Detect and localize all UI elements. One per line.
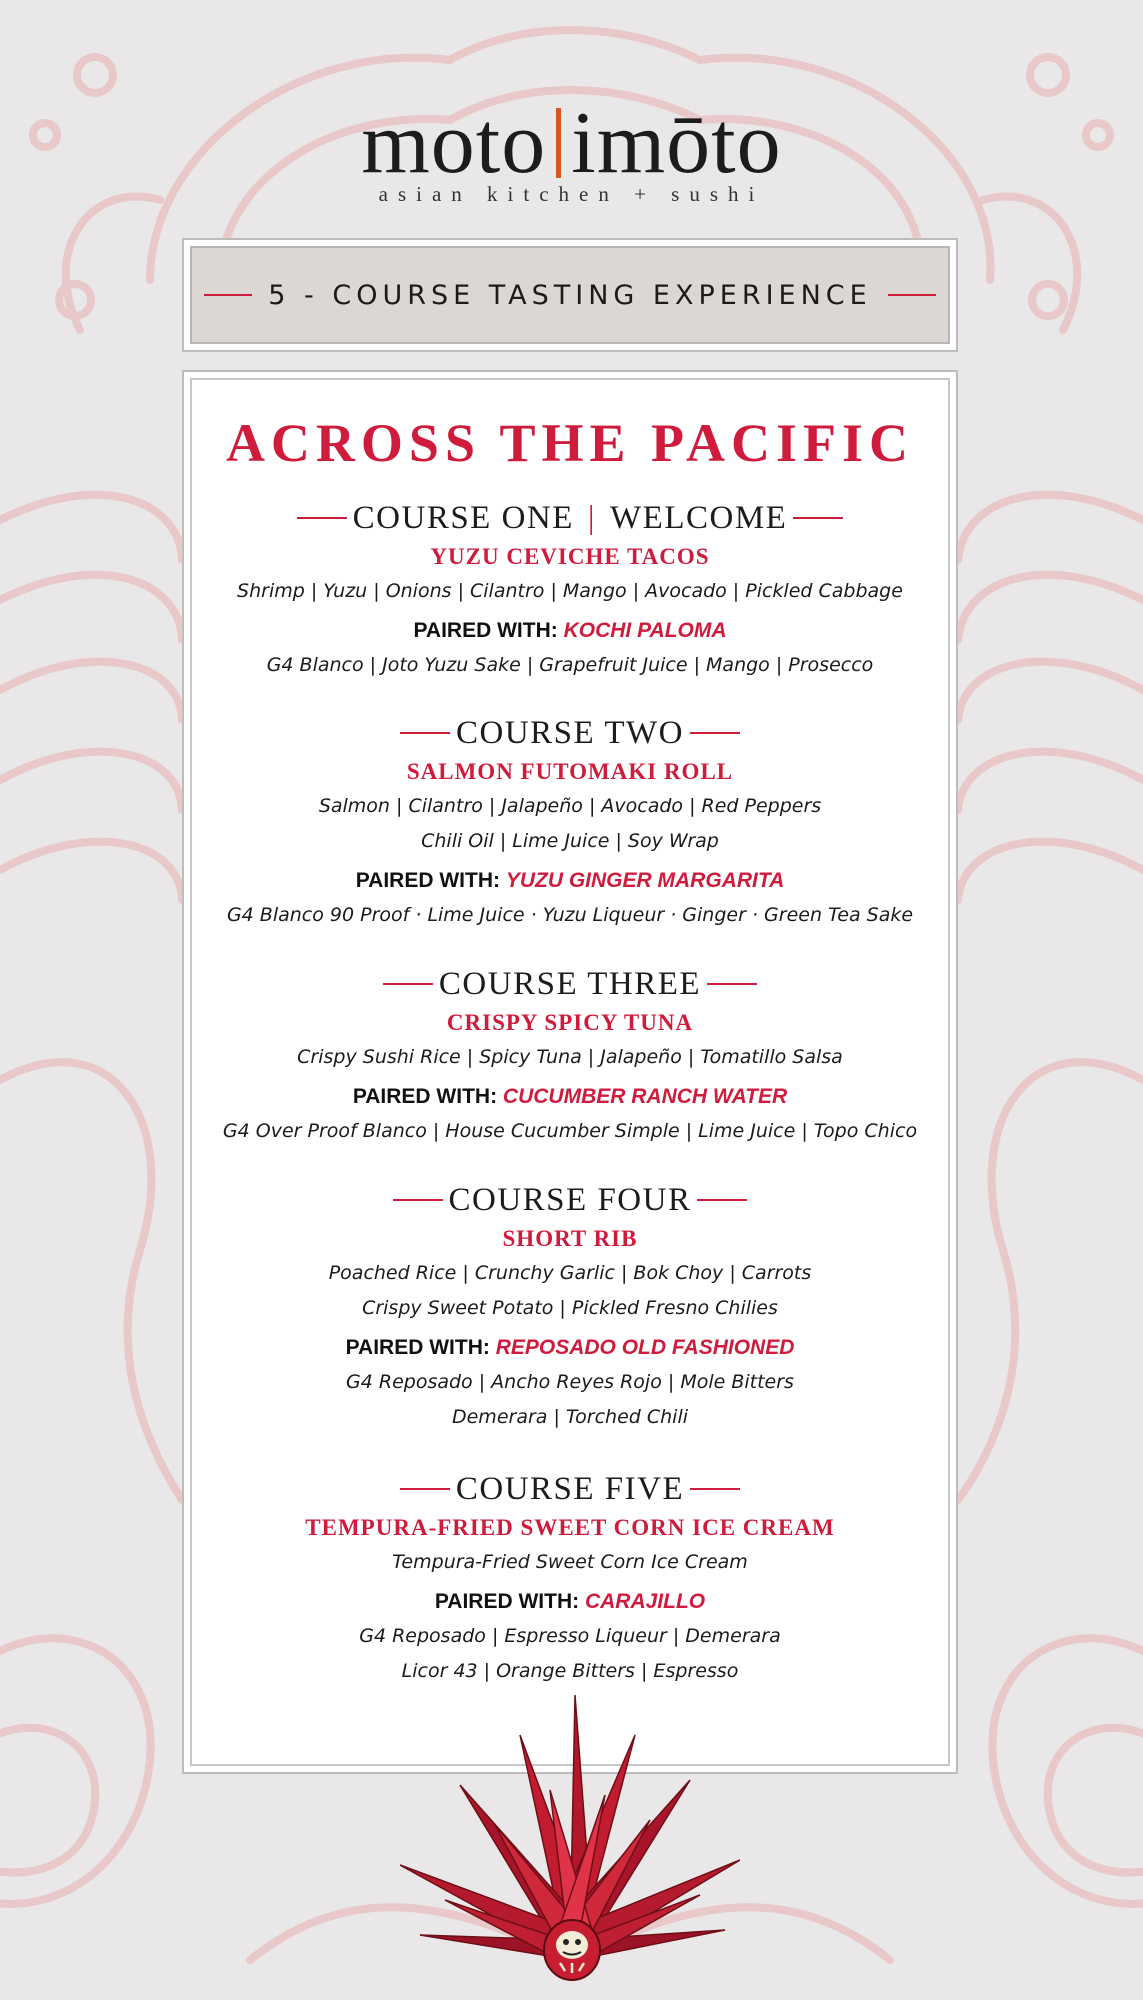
course-name: COURSE FIVE [455, 1470, 685, 1507]
dish-ingredients: Chili Oil | Lime Juice | Soy Wrap [421, 830, 719, 852]
dish-name: YUZU CEVICHE TACOS [430, 544, 710, 569]
heading-rule-left [400, 1488, 450, 1490]
drink-name: KOCHI PALOMA [563, 619, 727, 642]
dish-ingredients: Poached Rice | Crunchy Garlic | Bok Choy | Carrots [328, 1262, 812, 1284]
dish-name: SHORT RIB [502, 1226, 638, 1251]
paired-label: PAIRED WITH: [345, 1336, 490, 1359]
course-name: COURSE TWO [456, 714, 684, 751]
drink-name: YUZU GINGER MARGARITA [505, 869, 785, 892]
drink-ingredients: G4 Reposado | Ancho Reyes Rojo | Mole Bitters [346, 1371, 794, 1393]
drink-ingredients: G4 Reposado | Espresso Liqueur | Demerara [359, 1625, 781, 1647]
paired-label: PAIRED WITH: [434, 1590, 580, 1613]
dish-name: SALMON FUTOMAKI ROLL [406, 759, 734, 784]
heading-rule-right [690, 1488, 740, 1490]
pairing [192, 1331, 948, 1365]
drink-name: CARAJILLO [584, 1590, 706, 1613]
agave-plant-icon [400, 1695, 740, 1985]
course-heading [192, 1469, 948, 1509]
heading-rule-right [793, 517, 843, 519]
dish-ingredients: Tempura-Fried Sweet Corn Ice Cream [392, 1551, 748, 1573]
course-name: COURSE FOUR [448, 1181, 692, 1218]
course-heading [192, 1180, 948, 1220]
paired-label: PAIRED WITH: [355, 869, 500, 892]
course-two [192, 713, 948, 933]
paired-label: PAIRED WITH: [413, 619, 558, 642]
logo-divider [556, 108, 561, 178]
drink-ingredients: G4 Blanco | Joto Yuzu Sake | Grapefruit Juice | Mango | Prosecco [266, 654, 874, 676]
tasting-banner [182, 238, 958, 352]
dish-ingredients: Salmon | Cilantro | Jalapeño | Avocado | Red Peppers [318, 795, 822, 817]
heading-separator: | [587, 499, 597, 536]
heading-rule-right [697, 1199, 747, 1201]
drink-name: CUCUMBER RANCH WATER [502, 1085, 788, 1108]
course-theme: WELCOME [610, 499, 788, 536]
banner-rule-right [888, 294, 936, 296]
brand-logo [0, 95, 1143, 207]
banner-panel [190, 246, 950, 344]
heading-rule-right [707, 983, 757, 985]
logo-word-right: imōto [571, 95, 782, 192]
logo-wordmark [0, 95, 1143, 192]
course-heading [192, 498, 948, 538]
dish-ingredients: Crispy Sushi Rice | Spicy Tuna | Jalapeño | Tomatillo Salsa [297, 1046, 843, 1068]
course-heading [192, 713, 948, 753]
banner-rule-left [204, 294, 252, 296]
course-four [192, 1180, 948, 1435]
drink-ingredients: Demerara | Torched Chili [451, 1406, 689, 1428]
pairing [192, 1080, 948, 1114]
menu-card-inner [190, 378, 950, 1766]
heading-rule-left [383, 983, 433, 985]
menu-title: ACROSS THE PACIFIC [225, 413, 915, 473]
pairing [192, 1585, 948, 1619]
pairing [192, 864, 948, 898]
heading-rule-left [393, 1199, 443, 1201]
heading-rule-right [690, 732, 740, 734]
course-name: COURSE THREE [438, 965, 702, 1002]
heading-rule-left [297, 517, 347, 519]
dish-ingredients: Crispy Sweet Potato | Pickled Fresno Chilies [362, 1297, 778, 1319]
dish-ingredients: Shrimp | Yuzu | Onions | Cilantro | Mango | Avocado | Pickled Cabbage [237, 580, 903, 602]
course-one [192, 498, 948, 683]
course-five [192, 1469, 948, 1689]
heading-rule-left [400, 732, 450, 734]
drink-ingredients: G4 Blanco 90 Proof · Lime Juice · Yuzu Liqueur · Ginger · Green Tea Sake [226, 904, 914, 926]
dish-name: CRISPY SPICY TUNA [446, 1010, 694, 1035]
paired-label: PAIRED WITH: [352, 1085, 498, 1108]
course-three [192, 964, 948, 1149]
logo-tagline: asian kitchen + sushi [378, 182, 765, 206]
drink-ingredients: G4 Over Proof Blanco | House Cucumber Simple | Lime Juice | Topo Chico [222, 1120, 918, 1142]
pairing [192, 614, 948, 648]
course-name: COURSE ONE [352, 499, 574, 536]
menu-card [182, 370, 958, 1774]
daruma-icon [544, 1920, 600, 1980]
logo-word-left: moto [361, 95, 547, 192]
course-heading [192, 964, 948, 1004]
drink-ingredients: Licor 43 | Orange Bitters | Espresso [401, 1660, 739, 1682]
dish-name: TEMPURA-FRIED SWEET CORN ICE CREAM [305, 1515, 835, 1540]
banner-title: 5 - COURSE TASTING EXPERIENCE [268, 279, 872, 311]
drink-name: REPOSADO OLD FASHIONED [495, 1336, 795, 1359]
